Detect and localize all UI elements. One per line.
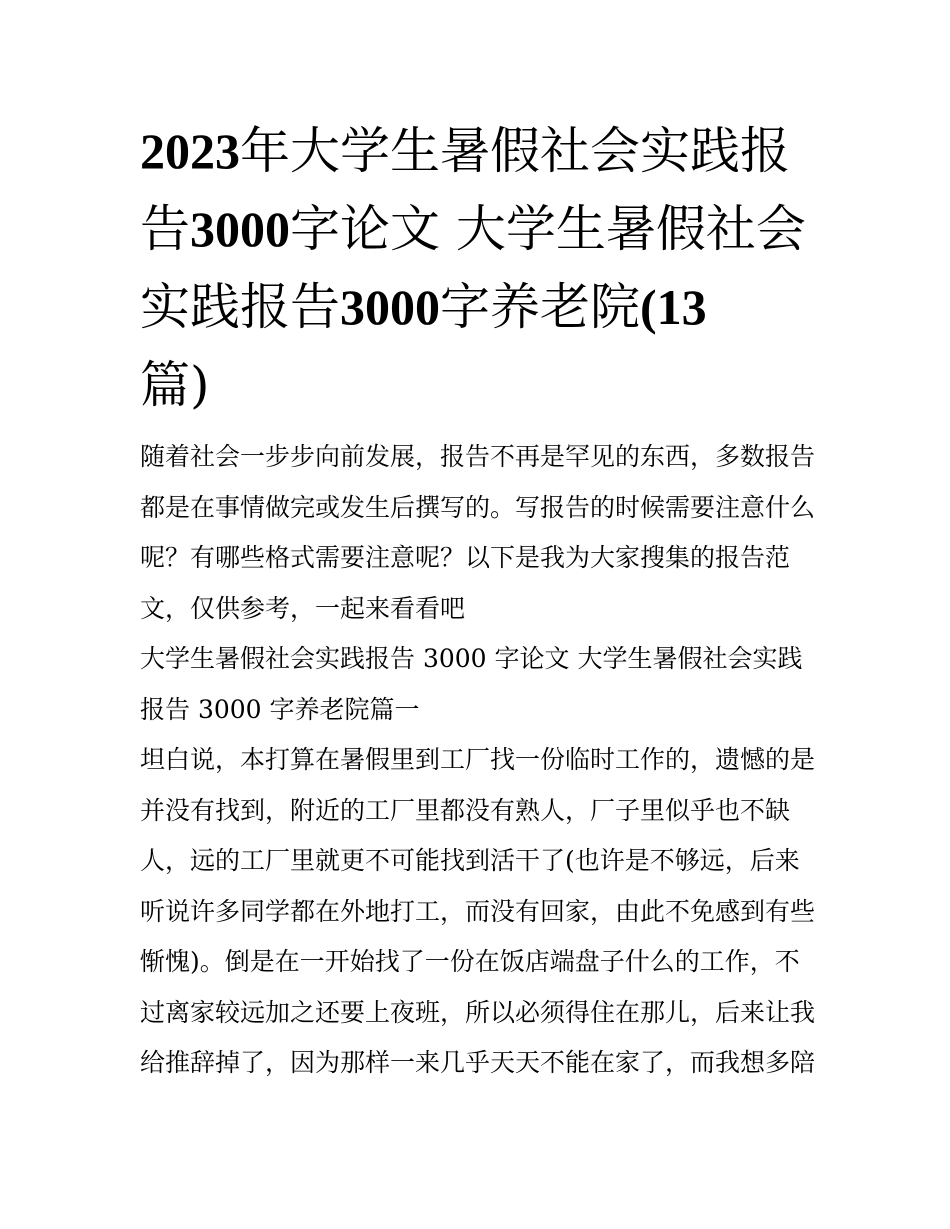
- intro-paragraph: 随着社会一步步向前发展，报告不再是罕见的东西，多数报告都是在事情做完或发生后撰写的。写报告的时候需要注意什么呢？有哪些格式需要注意呢？以下是我为大家搜集的报告范文，仅供参考，一起来看看吧: [140, 442, 816, 623]
- title-text-1: 年大学生暑假社会实践报告: [140, 122, 790, 258]
- title-text-2: 字论文 大学生暑假社会实践报告: [140, 200, 806, 336]
- title-number-1: 3000: [190, 201, 290, 257]
- title-count: (13: [640, 279, 707, 335]
- document-title: [140, 112, 815, 424]
- body-paragraph: 坦白说，本打算在暑假里到工厂找一份临时工作的，遗憾的是并没有找到，附近的工厂里都没有熟人，厂子里似乎也不缺人，远的工厂里就更不可能找到活干了(也许是不够远，后来听说许多同学都在外地打工，而没有回家，由此不免感到有些惭愧)。倒是在一开始找了一份在饭店端盘子什么的工作，不过离家较远加之还要上夜班，所以必须得住在那儿，后来让我给推辞掉了，因为那样一来几乎天天不能在家了，而我想多陪: [140, 745, 816, 1077]
- title-text-4: 篇): [140, 356, 210, 414]
- section-heading: 大学生暑假社会实践报告 3000 字论文 大学生暑假社会实践报告 3000 字养老院篇一: [140, 644, 803, 724]
- title-year: 2023: [140, 123, 240, 179]
- title-text-3: 字养老院: [440, 278, 640, 336]
- title-number-2: 3000: [340, 279, 440, 335]
- document-body: [140, 432, 815, 1089]
